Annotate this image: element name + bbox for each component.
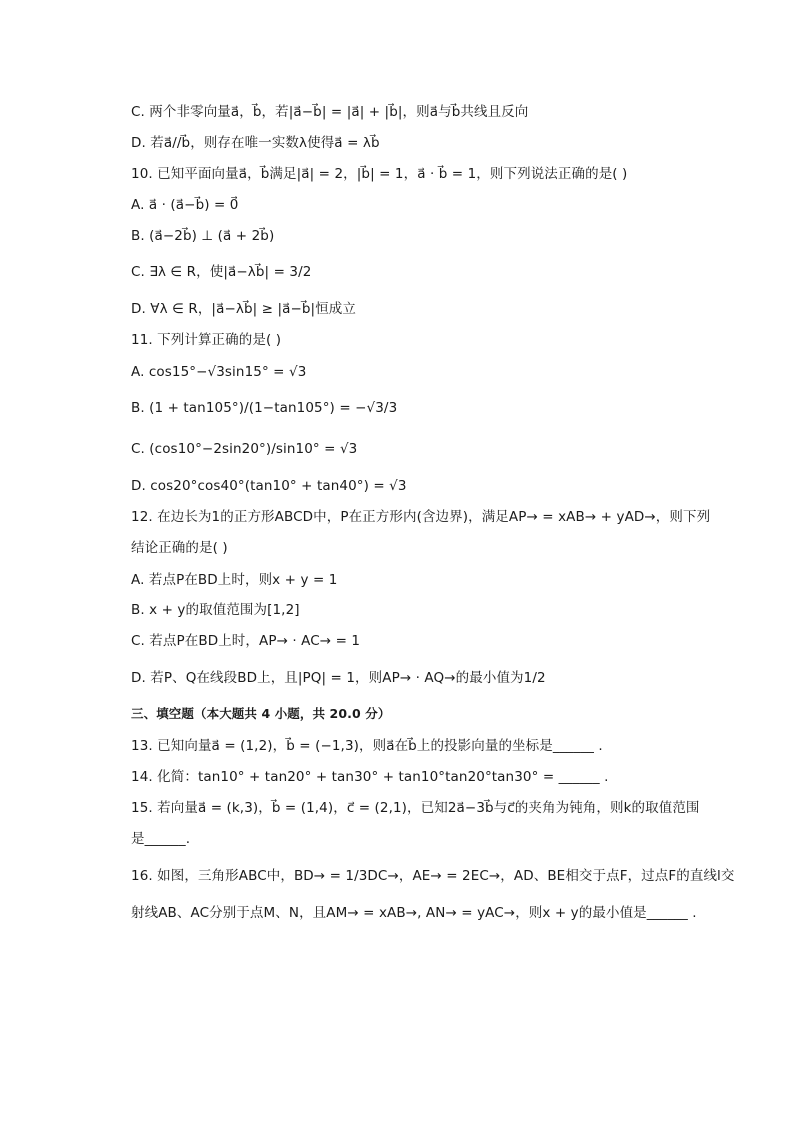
- q12-option-a: A. 若点P在BD上时，则x + y = 1: [131, 572, 338, 588]
- question-15-line1: 15. 若向量a⃗ = (k,3)，b⃗ = (1,4)，c⃗ = (2,1)，已知2a⃗−3b⃗与c⃗的夹角为钝角，则k的取值范围: [131, 800, 700, 816]
- question-12-stem-line2: 结论正确的是( ): [131, 540, 228, 556]
- question-15-line2: 是______.: [131, 831, 191, 847]
- question-13: 13. 已知向量a⃗ = (1,2)，b⃗ = (−1,3)，则a⃗在b⃗上的投影向量的坐标是______ .: [131, 738, 603, 754]
- section-heading-fill-in: 三、填空题（本大题共 4 小题，共 20.0 分）: [131, 706, 391, 721]
- q11-option-c: C. (cos10°−2sin20°)/sin10° = √3: [131, 441, 358, 457]
- q9-option-c: C. 两个非零向量a⃗，b⃗，若|a⃗−b⃗| = |a⃗| + |b⃗|，则a⃗与b⃗共线且反向: [131, 104, 529, 120]
- q10-option-d: D. ∀λ ∈ R，|a⃗−λb⃗| ≥ |a⃗−b⃗|恒成立: [131, 301, 357, 317]
- q11-option-b: B. (1 + tan105°)/(1−tan105°) = −√3/3: [131, 400, 398, 416]
- q11-option-d: D. cos20°cos40°(tan10° + tan40°) = √3: [131, 478, 407, 494]
- question-14: 14. 化简：tan10° + tan20° + tan30° + tan10°tan20°tan30° = ______ .: [131, 769, 609, 785]
- q11-option-a: A. cos15°−√3sin15° = √3: [131, 364, 307, 380]
- question-12-stem-line1: 12. 在边长为1的正方形ABCD中，P在正方形内(含边界)，满足AP→ = xAB→ + yAD→，则下列: [131, 509, 711, 525]
- q10-option-a: A. a⃗ · (a⃗−b⃗) = 0⃗: [131, 197, 239, 213]
- question-16-line1: 16. 如图，三角形ABC中，BD→ = 1/3DC→，AE→ = 2EC→，AD、BE相交于点F，过点F的直线l交: [131, 868, 735, 884]
- question-11-stem: 11. 下列计算正确的是( ): [131, 332, 282, 348]
- question-10-stem: 10. 已知平面向量a⃗，b⃗满足|a⃗| = 2，|b⃗| = 1，a⃗ · b⃗ = 1，则下列说法正确的是( ): [131, 166, 628, 182]
- q12-option-d: D. 若P、Q在线段BD上，且|PQ| = 1，则AP→ · AQ→的最小值为1/2: [131, 670, 546, 686]
- question-16-line2: 射线AB、AC分别于点M、N，且AM→ = xAB→, AN→ = yAC→，则x + y的最小值是______ .: [131, 905, 697, 921]
- q10-option-b: B. (a⃗−2b⃗) ⊥ (a⃗ + 2b⃗): [131, 228, 275, 244]
- q10-option-c: C. ∃λ ∈ R，使|a⃗−λb⃗| = 3/2: [131, 264, 312, 280]
- q12-option-c: C. 若点P在BD上时，AP→ · AC→ = 1: [131, 633, 361, 649]
- q12-option-b: B. x + y的取值范围为[1,2]: [131, 602, 300, 618]
- q9-option-d: D. 若a⃗//b⃗，则存在唯一实数λ使得a⃗ = λb⃗: [131, 135, 380, 151]
